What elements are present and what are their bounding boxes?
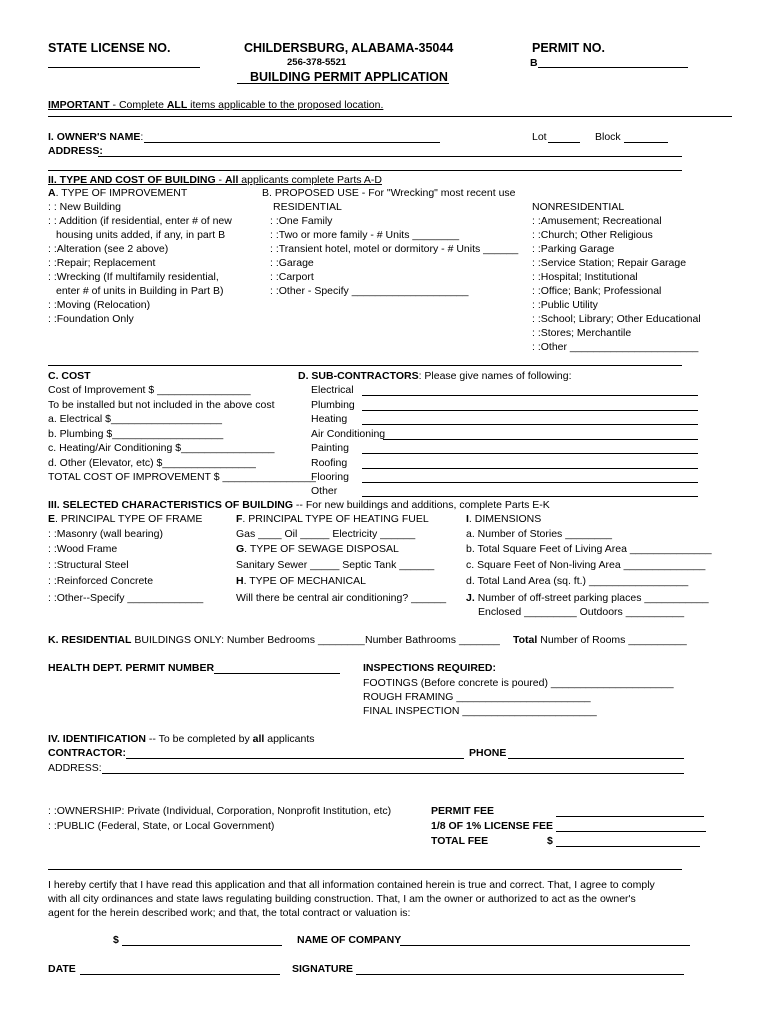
use-church[interactable]: : :Church; Other Religious <box>532 229 653 241</box>
part-g-heading: G. TYPE OF SEWAGE DISPOSAL <box>236 543 399 555</box>
section-iv-title: IV. IDENTIFICATION -- To be completed by all applicants <box>48 733 315 745</box>
block-label: Block <box>595 131 621 143</box>
cost-heading: C. COST <box>48 370 91 382</box>
dimension-land-area[interactable]: d. Total Land Area (sq. ft.) _________________ <box>466 575 689 587</box>
phone-number: 256-378-5521 <box>287 57 347 68</box>
use-office[interactable]: : :Office; Bank; Professional <box>532 285 662 297</box>
heating-fuel-options[interactable]: Gas ____ Oil _____ Electricity ______ <box>236 528 416 540</box>
sewage-options[interactable]: Sanitary Sewer _____ Septic Tank ______ <box>236 559 435 571</box>
improvement-repair[interactable]: : :Repair; Replacement <box>48 257 156 269</box>
certification-line-2: with all city ordinances and state laws regulating building construction. That, I am the owner or authorized to act as the owner's <box>48 893 636 905</box>
trade-heating: Heating <box>311 413 348 425</box>
health-permit-label: HEALTH DEPT. PERMIT NUMBER <box>48 662 215 674</box>
bedrooms-field[interactable]: K. RESIDENTIAL BUILDINGS ONLY: Number Bedrooms ________ <box>48 634 365 646</box>
frame-steel[interactable]: : :Structural Steel <box>48 559 129 571</box>
total-fee-dollar: $ <box>547 835 553 847</box>
permit-no-label: PERMIT NO. <box>532 41 605 55</box>
part-i-heading: I. DIMENSIONS <box>466 513 542 525</box>
trade-air-conditioning: Air Conditioning <box>311 428 386 440</box>
contractor-phone-field[interactable] <box>508 758 684 759</box>
city-heading: CHILDERSBURG, ALABAMA-35044 <box>244 41 454 55</box>
important-notice: IMPORTANT - Complete ALL items applicable to the proposed location. <box>48 99 384 111</box>
use-other-nonresidential[interactable]: : :Other ______________________ <box>532 341 699 353</box>
improvement-addition-note: housing units added, if any, in part B <box>56 229 226 241</box>
trade-flooring: Flooring <box>311 471 349 483</box>
company-label: NAME OF COMPANY <box>297 934 402 946</box>
trade-heating-field[interactable] <box>362 424 698 425</box>
trade-flooring-field[interactable] <box>362 482 698 483</box>
use-service-station[interactable]: : :Service Station; Repair Garage <box>532 257 687 269</box>
improvement-moving[interactable]: : :Moving (Relocation) <box>48 299 151 311</box>
improvement-alteration[interactable]: : :Alteration (see 2 above) <box>48 243 169 255</box>
trade-painting: Painting <box>311 442 349 454</box>
total-fee-field[interactable] <box>556 846 700 847</box>
part-b-heading: B. PROPOSED USE - For "Wrecking" most recent use <box>262 187 516 199</box>
residential-label: RESIDENTIAL <box>273 201 342 213</box>
block-field[interactable] <box>624 142 668 143</box>
subcontractors-heading: D. SUB-CONTRACTORS: Please give names of following: <box>298 370 572 382</box>
address-label: ADDRESS: <box>48 145 103 157</box>
use-transient-hotel[interactable]: : :Transient hotel, motel or dormitory - # Units ______ <box>270 243 519 255</box>
certification-line-3: agent for the herein described work; and that, the total contract or valuation is: <box>48 907 411 919</box>
use-public-utility[interactable]: : :Public Utility <box>532 299 598 311</box>
trade-painting-field[interactable] <box>362 453 698 454</box>
contractor-address-field[interactable] <box>102 773 684 774</box>
contractor-address-label: ADDRESS: <box>48 762 102 774</box>
frame-wood[interactable]: : :Wood Frame <box>48 543 118 555</box>
section-ii-title: II. TYPE AND COST OF BUILDING - All applicants complete Parts A-D <box>48 174 382 186</box>
trade-electrical-field[interactable] <box>362 395 698 396</box>
ownership-public[interactable]: : :PUBLIC (Federal, State, or Local Government) <box>48 820 275 832</box>
form-title: BUILDING PERMIT APPLICATION <box>250 70 448 84</box>
phone-label: PHONE <box>469 747 507 759</box>
valuation-dollar: $ <box>113 934 119 946</box>
central-air-question[interactable]: Will there be central air conditioning? ______ <box>236 592 447 604</box>
permit-fee-label: PERMIT FEE <box>431 805 495 817</box>
inspection-footings[interactable]: FOOTINGS (Before concrete is poured) _____________________ <box>363 677 674 689</box>
cost-electrical[interactable]: a. Electrical $___________________ <box>48 413 222 425</box>
trade-roofing: Roofing <box>311 457 348 469</box>
date-label: DATE <box>48 963 76 975</box>
part-h-heading: H. TYPE OF MECHANICAL <box>236 575 366 587</box>
part-e-heading: E. PRINCIPAL TYPE OF FRAME <box>48 513 203 525</box>
use-amusement[interactable]: : :Amusement; Recreational <box>532 215 662 227</box>
rooms-field[interactable]: Total Number of Rooms __________ <box>513 634 687 646</box>
improvement-wrecking[interactable]: : :Wrecking (If multifamily residential, <box>48 271 219 283</box>
total-fee-label: TOTAL FEE <box>431 835 489 847</box>
section-iii-title: III. SELECTED CHARACTERISTICS OF BUILDING -- For new buildings and additions, complete Parts E-K <box>48 499 550 511</box>
contractor-label: CONTRACTOR: <box>48 747 126 759</box>
date-field[interactable] <box>80 974 280 975</box>
cost-plumbing[interactable]: b. Plumbing $___________________ <box>48 428 224 440</box>
frame-concrete[interactable]: : :Reinforced Concrete <box>48 575 154 587</box>
contractor-field[interactable] <box>126 758 464 759</box>
lot-field[interactable] <box>548 142 580 143</box>
dimension-stories[interactable]: a. Number of Stories ________ <box>466 528 612 540</box>
part-a-heading: A. TYPE OF IMPROVEMENT <box>48 187 188 199</box>
owner-name-label: I. OWNER'S NAME: <box>48 131 144 143</box>
divider <box>48 869 682 870</box>
inspection-rough-framing[interactable]: ROUGH FRAMING _______________________ <box>363 691 591 703</box>
use-other-residential[interactable]: : :Other - Specify ____________________ <box>270 285 469 297</box>
inspection-final[interactable]: FINAL INSPECTION _______________________ <box>363 705 597 717</box>
lot-label: Lot <box>532 131 547 143</box>
divider <box>48 170 682 171</box>
use-carport[interactable]: : :Carport <box>270 271 314 283</box>
improvement-addition[interactable]: : : Addition (if residential, enter # of new <box>48 215 232 227</box>
improvement-wrecking-note: enter # of units in Building in Part B) <box>56 285 224 297</box>
improvement-new-building[interactable]: : : New Building <box>48 201 121 213</box>
divider <box>48 365 682 366</box>
trade-electrical: Electrical <box>311 384 354 396</box>
nonresidential-label: NONRESIDENTIAL <box>532 201 625 213</box>
health-permit-field[interactable] <box>214 673 340 674</box>
frame-masonry[interactable]: : :Masonry (wall bearing) <box>48 528 163 540</box>
permit-fee-field[interactable] <box>556 816 704 817</box>
use-hospital[interactable]: : :Hospital; Institutional <box>532 271 638 283</box>
valuation-field[interactable] <box>122 945 282 946</box>
trade-other-field[interactable] <box>362 496 698 497</box>
state-license-field[interactable] <box>48 67 200 68</box>
bathrooms-field[interactable]: Number Bathrooms _______ <box>365 634 500 646</box>
signature-field[interactable] <box>356 974 684 975</box>
address-field[interactable] <box>98 156 682 157</box>
dimension-nonliving-area[interactable]: c. Square Feet of Non-living Area ______________ <box>466 559 706 571</box>
cost-heating[interactable]: c. Heating/Air Conditioning $________________ <box>48 442 275 454</box>
use-school[interactable]: : :School; Library; Other Educational <box>532 313 701 325</box>
use-two-family[interactable]: : :Two or more family - # Units ________ <box>270 229 460 241</box>
divider <box>48 116 732 117</box>
ownership-private[interactable]: : :OWNERSHIP: Private (Individual, Corporation, Nonprofit Institution, etc) <box>48 805 392 817</box>
part-f-heading: F. PRINCIPAL TYPE OF HEATING FUEL <box>236 513 429 525</box>
trade-roofing-field[interactable] <box>362 468 698 469</box>
dimension-enclosed-outdoors[interactable]: Enclosed _________ Outdoors __________ <box>478 606 685 618</box>
trade-plumbing: Plumbing <box>311 399 355 411</box>
dimension-living-area[interactable]: b. Total Square Feet of Living Area ______________ <box>466 543 712 555</box>
cost-other[interactable]: d. Other (Elevator, etc) $________________ <box>48 457 256 469</box>
use-stores[interactable]: : :Stores; Merchantile <box>532 327 632 339</box>
cost-note: To be installed but not included in the above cost <box>48 399 275 411</box>
certification-line-1: I hereby certify that I have read this application and that all information contained herein is true and correct. That, I agree to comply <box>48 879 655 891</box>
license-fee-field[interactable] <box>556 831 706 832</box>
use-parking-garage[interactable]: : :Parking Garage <box>532 243 615 255</box>
improvement-foundation[interactable]: : :Foundation Only <box>48 313 134 325</box>
state-license-label: STATE LICENSE NO. <box>48 41 171 55</box>
frame-other[interactable]: : :Other--Specify _____________ <box>48 592 204 604</box>
permit-no-field[interactable] <box>538 67 688 68</box>
trade-plumbing-field[interactable] <box>362 410 698 411</box>
license-fee-label: 1/8 OF 1% LICENSE FEE <box>431 820 553 832</box>
inspections-heading: INSPECTIONS REQUIRED: <box>363 662 497 674</box>
use-one-family[interactable]: : :One Family <box>270 215 333 227</box>
cost-of-improvement[interactable]: Cost of Improvement $ ________________ <box>48 384 251 396</box>
use-garage[interactable]: : :Garage <box>270 257 314 269</box>
dimension-parking[interactable]: J. Number of off-street parking places ___________ <box>466 592 709 604</box>
company-field[interactable] <box>400 945 690 946</box>
signature-label: SIGNATURE <box>292 963 354 975</box>
cost-total[interactable]: TOTAL COST OF IMPROVEMENT $ ________________ <box>48 471 316 483</box>
trade-other: Other <box>311 485 338 497</box>
trade-air-conditioning-field[interactable] <box>383 439 698 440</box>
owner-name-field[interactable] <box>144 142 440 143</box>
permit-prefix: B <box>530 57 538 69</box>
